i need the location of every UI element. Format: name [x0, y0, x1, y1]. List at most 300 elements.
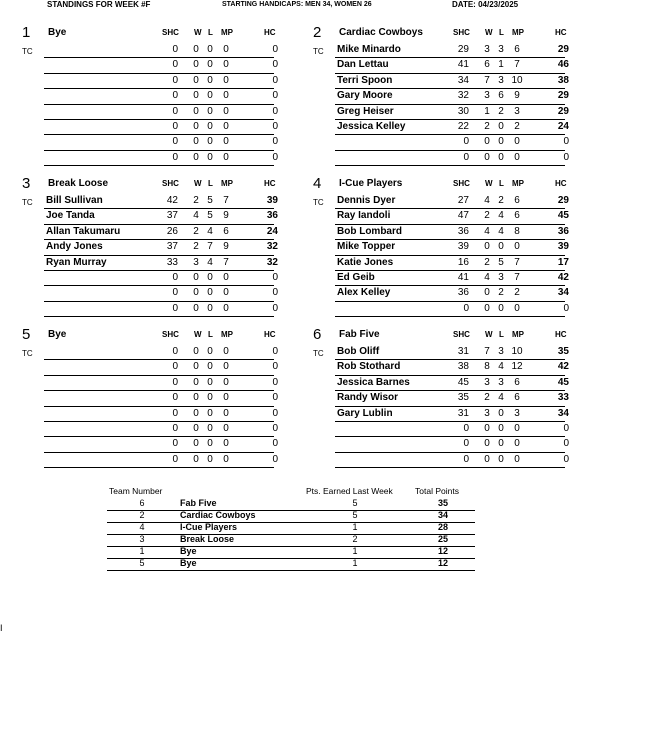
summary-pts-last-week: 5	[352, 498, 358, 508]
player-wins: 0	[193, 376, 199, 388]
player-shc: 0	[172, 105, 178, 117]
player-wins: 0	[484, 287, 490, 299]
player-mp: 0	[223, 422, 229, 434]
player-hc: 0	[563, 422, 569, 434]
player-hc: 32	[266, 241, 278, 253]
player-hc: 42	[557, 271, 569, 283]
summary-team-number: 2	[139, 510, 145, 520]
team-number: 3	[22, 175, 31, 192]
player-hc: 29	[557, 44, 569, 55]
player-name: Greg Heiser	[337, 105, 394, 117]
player-hc: 45	[557, 376, 569, 388]
player-row	[335, 376, 569, 391]
player-name: Joe Tanda	[46, 210, 95, 222]
player-hc: 24	[557, 120, 569, 132]
team-name: Fab Five	[339, 329, 380, 340]
tc-label: TC	[313, 47, 324, 56]
player-hc: 0	[563, 136, 569, 148]
tc-label: TC	[22, 198, 33, 207]
summary-pts-last-week: 1	[352, 522, 358, 532]
player-losses: 5	[207, 195, 213, 206]
player-hc: 0	[563, 302, 569, 314]
player-mp: 0	[514, 453, 520, 465]
player-mp: 0	[223, 287, 229, 299]
team-name: I-Cue Players	[339, 178, 403, 189]
summary-team-name: Bye	[180, 558, 197, 568]
player-name: Dennis Dyer	[337, 195, 396, 206]
player-mp: 0	[514, 151, 520, 163]
player-wins: 0	[484, 151, 490, 163]
player-row	[335, 345, 569, 360]
player-row	[44, 105, 278, 120]
player-wins: 3	[193, 256, 199, 268]
player-hc: 0	[272, 74, 278, 86]
player-rows	[44, 43, 278, 166]
player-mp: 6	[223, 225, 229, 237]
player-losses: 7	[207, 241, 213, 253]
summary-team-name: I-Cue Players	[180, 522, 238, 532]
player-losses: 0	[207, 422, 213, 434]
player-shc: 0	[463, 438, 469, 450]
player-row	[335, 271, 569, 286]
player-mp: 9	[223, 210, 229, 222]
player-hc: 0	[272, 407, 278, 419]
player-shc: 0	[463, 151, 469, 163]
player-shc: 0	[172, 302, 178, 314]
player-losses: 0	[498, 302, 504, 314]
player-shc: 0	[172, 151, 178, 163]
player-wins: 0	[193, 302, 199, 314]
tc-label: TC	[22, 47, 33, 56]
player-losses: 0	[207, 361, 213, 373]
player-wins: 4	[484, 225, 490, 237]
player-name: Ed Geib	[337, 271, 375, 283]
summary-pts-last-week: 1	[352, 546, 358, 556]
player-mp: 8	[514, 225, 520, 237]
team-name: Break Loose	[48, 178, 109, 189]
player-mp: 12	[511, 361, 523, 373]
player-shc: 0	[172, 287, 178, 299]
col-header-w: W	[194, 28, 202, 37]
summary-team-name: Bye	[180, 546, 197, 556]
player-mp: 0	[514, 438, 520, 450]
col-header-w: W	[194, 179, 202, 188]
player-shc: 37	[166, 210, 178, 222]
player-hc: 32	[266, 256, 278, 268]
col-header-mp: MP	[221, 179, 233, 188]
player-row	[44, 360, 278, 375]
player-name: Bob Oliff	[337, 346, 380, 357]
player-mp: 0	[223, 361, 229, 373]
col-header-hc: HC	[555, 179, 567, 188]
player-mp: 0	[223, 74, 229, 86]
player-mp: 0	[223, 120, 229, 132]
player-rows	[44, 194, 278, 317]
player-mp: 9	[514, 90, 520, 102]
player-hc: 0	[272, 271, 278, 283]
player-row	[335, 135, 569, 150]
player-mp: 6	[514, 44, 520, 55]
player-hc: 17	[557, 256, 569, 268]
player-hc: 0	[272, 120, 278, 132]
col-header-l: L	[208, 179, 213, 188]
summary-total-points: 35	[437, 498, 448, 508]
player-name: Mike Minardo	[337, 44, 401, 55]
player-losses: 0	[207, 74, 213, 86]
player-row	[335, 240, 569, 255]
player-wins: 3	[484, 44, 490, 55]
player-row	[335, 256, 569, 271]
player-name: Jessica Kelley	[337, 120, 406, 132]
player-mp: 0	[223, 136, 229, 148]
summary-team-name: Fab Five	[180, 498, 217, 508]
player-hc: 46	[557, 59, 569, 71]
player-mp: 7	[514, 271, 520, 283]
player-mp: 0	[514, 422, 520, 434]
player-losses: 0	[498, 407, 504, 419]
player-row	[44, 345, 278, 360]
player-shc: 0	[172, 271, 178, 283]
player-row	[335, 453, 569, 468]
player-row	[335, 105, 569, 120]
player-shc: 37	[166, 241, 178, 253]
player-hc: 0	[563, 438, 569, 450]
player-row	[335, 422, 569, 437]
player-shc: 30	[457, 105, 469, 117]
player-mp: 0	[223, 90, 229, 102]
player-shc: 27	[457, 195, 469, 206]
player-mp: 0	[223, 44, 229, 55]
player-row	[44, 422, 278, 437]
starting-handicaps-label: STARTING HANDICAPS: MEN 34, WOMEN 26	[222, 1, 372, 8]
player-mp: 6	[514, 376, 520, 388]
total-points-header: Total Points	[415, 486, 459, 496]
player-hc: 0	[272, 361, 278, 373]
player-shc: 0	[172, 59, 178, 71]
player-wins: 0	[193, 271, 199, 283]
player-wins: 3	[484, 407, 490, 419]
player-losses: 4	[498, 210, 504, 222]
player-shc: 22	[457, 120, 469, 132]
summary-team-number: 5	[139, 558, 145, 568]
player-losses: 3	[498, 346, 504, 357]
player-hc: 45	[557, 210, 569, 222]
player-losses: 0	[207, 271, 213, 283]
player-shc: 45	[457, 376, 469, 388]
player-losses: 0	[207, 346, 213, 357]
tc-label: TC	[313, 349, 324, 358]
player-mp: 0	[223, 105, 229, 117]
player-row	[335, 43, 569, 58]
player-losses: 4	[498, 392, 504, 404]
player-mp: 0	[514, 241, 520, 253]
player-row	[335, 407, 569, 422]
player-shc: 0	[172, 346, 178, 357]
player-wins: 7	[484, 346, 490, 357]
player-name: Rob Stothard	[337, 361, 401, 373]
player-row	[335, 391, 569, 406]
player-losses: 0	[207, 392, 213, 404]
player-shc: 16	[457, 256, 469, 268]
player-name: Alex Kelley	[337, 287, 391, 299]
player-wins: 0	[484, 438, 490, 450]
player-row	[44, 302, 278, 317]
player-row	[44, 453, 278, 468]
player-row	[44, 256, 278, 271]
player-row	[335, 120, 569, 135]
col-header-l: L	[499, 28, 504, 37]
player-losses: 1	[498, 59, 504, 71]
player-mp: 7	[514, 59, 520, 71]
player-shc: 38	[457, 361, 469, 373]
player-row	[44, 43, 278, 58]
player-row	[335, 302, 569, 317]
player-name: Gary Lublin	[337, 407, 393, 419]
col-header-mp: MP	[221, 330, 233, 339]
player-wins: 0	[193, 151, 199, 163]
player-hc: 29	[557, 195, 569, 206]
player-hc: 34	[557, 287, 569, 299]
tc-label: TC	[22, 349, 33, 358]
player-shc: 0	[172, 120, 178, 132]
col-header-w: W	[194, 330, 202, 339]
player-hc: 0	[563, 151, 569, 163]
player-losses: 5	[498, 256, 504, 268]
player-row	[44, 240, 278, 255]
player-wins: 2	[193, 195, 199, 206]
summary-row	[107, 558, 475, 571]
player-hc: 33	[557, 392, 569, 404]
player-wins: 0	[484, 241, 490, 253]
player-hc: 0	[272, 438, 278, 450]
player-losses: 3	[498, 74, 504, 86]
player-name: Allan Takumaru	[46, 225, 121, 237]
player-wins: 4	[193, 210, 199, 222]
player-hc: 29	[557, 90, 569, 102]
col-header-l: L	[499, 179, 504, 188]
player-mp: 9	[223, 241, 229, 253]
player-shc: 0	[172, 453, 178, 465]
player-shc: 0	[172, 376, 178, 388]
player-row	[44, 225, 278, 240]
player-wins: 0	[193, 90, 199, 102]
player-shc: 0	[463, 453, 469, 465]
player-shc: 41	[457, 271, 469, 283]
col-header-hc: HC	[555, 330, 567, 339]
summary-team-name: Cardiac Cowboys	[180, 510, 256, 520]
player-wins: 2	[193, 241, 199, 253]
player-hc: 0	[272, 376, 278, 388]
player-mp: 10	[511, 74, 523, 86]
team-name: Bye	[48, 329, 67, 340]
player-losses: 3	[498, 376, 504, 388]
player-losses: 3	[498, 44, 504, 55]
player-wins: 2	[484, 392, 490, 404]
player-hc: 0	[563, 453, 569, 465]
player-wins: 0	[193, 74, 199, 86]
col-header-l: L	[208, 28, 213, 37]
player-rows	[44, 345, 278, 468]
player-shc: 0	[172, 136, 178, 148]
player-name: Mike Topper	[337, 241, 396, 253]
player-shc: 31	[457, 407, 469, 419]
summary-total-points: 12	[437, 546, 448, 556]
col-header-shc: SHC	[162, 179, 179, 188]
player-mp: 0	[514, 302, 520, 314]
team-number: 6	[313, 326, 322, 343]
summary-team-number: 1	[139, 546, 145, 556]
player-losses: 0	[207, 438, 213, 450]
player-mp: 0	[223, 392, 229, 404]
player-row	[44, 286, 278, 301]
player-losses: 2	[498, 195, 504, 206]
player-row	[44, 120, 278, 135]
summary-pts-last-week: 2	[352, 534, 358, 544]
player-shc: 35	[457, 392, 469, 404]
player-mp: 0	[223, 151, 229, 163]
player-shc: 26	[166, 225, 178, 237]
player-name: Bob Lombard	[337, 225, 402, 237]
player-row	[335, 89, 569, 104]
summary-total-points: 34	[437, 510, 448, 520]
col-header-hc: HC	[264, 330, 276, 339]
player-row	[335, 58, 569, 73]
player-losses: 0	[498, 453, 504, 465]
player-losses: 0	[498, 241, 504, 253]
player-mp: 0	[223, 453, 229, 465]
player-name: Ray Iandoli	[337, 210, 391, 222]
col-header-hc: HC	[264, 28, 276, 37]
player-row	[44, 271, 278, 286]
player-row	[335, 437, 569, 452]
player-row	[335, 151, 569, 166]
player-wins: 0	[193, 453, 199, 465]
player-rows	[335, 345, 569, 468]
player-losses: 4	[498, 225, 504, 237]
player-hc: 0	[272, 422, 278, 434]
player-wins: 0	[193, 287, 199, 299]
player-losses: 0	[207, 44, 213, 55]
player-mp: 7	[223, 256, 229, 268]
player-losses: 3	[498, 271, 504, 283]
player-shc: 0	[463, 302, 469, 314]
col-header-mp: MP	[512, 330, 524, 339]
team-number-header: Team Number	[109, 486, 163, 496]
player-row	[44, 151, 278, 166]
player-mp: 2	[514, 120, 520, 132]
player-losses: 0	[498, 151, 504, 163]
player-losses: 0	[207, 407, 213, 419]
player-hc: 42	[557, 361, 569, 373]
player-losses: 6	[498, 90, 504, 102]
col-header-shc: SHC	[453, 179, 470, 188]
player-losses: 0	[207, 302, 213, 314]
summary-total-points: 25	[437, 534, 448, 544]
player-shc: 0	[172, 90, 178, 102]
player-hc: 38	[557, 74, 569, 86]
player-wins: 0	[484, 422, 490, 434]
player-shc: 36	[457, 225, 469, 237]
player-rows	[335, 194, 569, 317]
summary-total-points: 28	[437, 522, 448, 532]
summary-team-number: 6	[139, 498, 145, 508]
player-mp: 3	[514, 407, 520, 419]
player-losses: 0	[207, 287, 213, 299]
player-shc: 0	[172, 438, 178, 450]
player-wins: 1	[484, 105, 490, 117]
player-row	[335, 286, 569, 301]
player-losses: 0	[207, 59, 213, 71]
player-wins: 0	[484, 302, 490, 314]
player-hc: 36	[266, 210, 278, 222]
summary-total-points: 12	[437, 558, 448, 568]
player-rows	[335, 43, 569, 166]
tc-label: TC	[313, 198, 324, 207]
player-wins: 0	[484, 453, 490, 465]
player-mp: 6	[514, 392, 520, 404]
player-wins: 7	[484, 74, 490, 86]
margin-mark: I	[0, 623, 3, 633]
player-wins: 4	[484, 271, 490, 283]
player-wins: 0	[193, 438, 199, 450]
player-losses: 4	[498, 361, 504, 373]
player-hc: 24	[266, 225, 278, 237]
player-row	[335, 194, 569, 209]
player-wins: 0	[193, 407, 199, 419]
team-name: Cardiac Cowboys	[339, 27, 423, 38]
player-hc: 29	[557, 105, 569, 117]
team-number: 5	[22, 326, 31, 343]
summary-team-number: 3	[139, 534, 145, 544]
col-header-shc: SHC	[453, 330, 470, 339]
player-mp: 6	[514, 195, 520, 206]
player-losses: 0	[498, 136, 504, 148]
player-mp: 0	[223, 407, 229, 419]
player-losses: 0	[207, 151, 213, 163]
player-losses: 2	[498, 105, 504, 117]
team-name: Bye	[48, 27, 67, 38]
player-wins: 0	[193, 422, 199, 434]
player-wins: 3	[484, 376, 490, 388]
player-wins: 0	[193, 361, 199, 373]
summary-pts-last-week: 1	[352, 558, 358, 568]
col-header-l: L	[208, 330, 213, 339]
player-shc: 0	[172, 422, 178, 434]
col-header-mp: MP	[221, 28, 233, 37]
player-shc: 31	[457, 346, 469, 357]
player-losses: 4	[207, 225, 213, 237]
player-hc: 0	[272, 105, 278, 117]
summary-pts-last-week: 5	[352, 510, 358, 520]
player-row	[44, 209, 278, 224]
player-hc: 39	[557, 241, 569, 253]
player-mp: 7	[514, 256, 520, 268]
player-shc: 0	[463, 136, 469, 148]
player-hc: 35	[557, 346, 569, 357]
player-losses: 0	[498, 422, 504, 434]
player-mp: 0	[223, 438, 229, 450]
col-header-l: L	[499, 330, 504, 339]
player-wins: 0	[193, 136, 199, 148]
player-wins: 0	[193, 120, 199, 132]
team-number: 2	[313, 24, 322, 41]
col-header-shc: SHC	[453, 28, 470, 37]
player-shc: 39	[457, 241, 469, 253]
player-hc: 0	[272, 453, 278, 465]
player-row	[44, 89, 278, 104]
player-losses: 5	[207, 210, 213, 222]
player-wins: 0	[193, 59, 199, 71]
